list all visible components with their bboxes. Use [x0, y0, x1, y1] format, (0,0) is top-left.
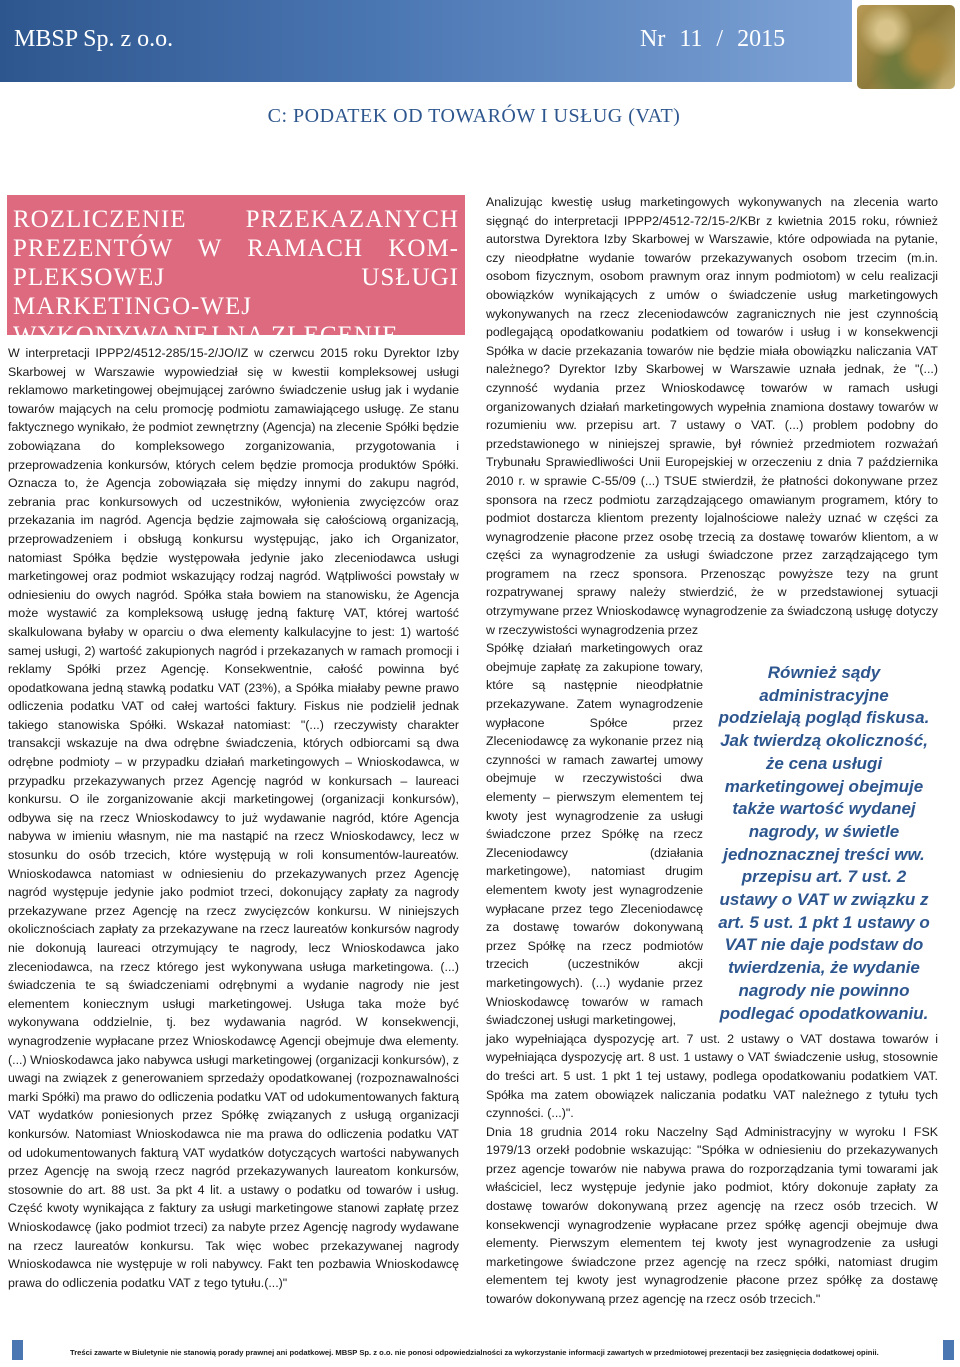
right-column-narrow-text: Spółkę działań marketingowych oraz obejmuje zapłatę za zakupione towary, które są następnie nieodpłatnie przekazywane. Zatem wynagrodzenie wypłacone Spółce przez Zleceniodawcę za wykonanie przez nią czynności w ramach zawartej umowy obejmuje w rzeczywistości dwa elementy – pierwszym elementem tej kwoty jest wynagrodzenie za usługi świadczone przez Spółkę na rzecz Zleceniodawcy (działania marketingowe), natomiast drugim elementem kwoty jest wynagrodzenie wypłacane przez tego Zleceniodawcę za dostawę towarów dokonywaną przez Spółkę na rzecz podmiotów trzecich (uczestników akcji marketingowych). (...) wydanie przez Wnioskodawcę towarów w ramach świadczonej usługi marketingowej, [486, 641, 703, 1028]
right-column-final-text: Dnia 18 grudnia 2014 roku Naczelny Sąd Administracyjny w wyroku I FSK 1979/13 orzekł podobnie wskazując: "Spółka w odniesieniu do przekazywanych przez agencje towarów nie nabywa prawa do rozporządzania tymi towarami jak właściciel, lecz występuje jedynie jako podmiot, który dokonuje zapłaty za dostawę towarów dokonywaną przez agencję na rzecz osób trzecich. W konsekwencji wynagrodzenie wypłacane przez spółkę agencji obejmuje dwa elementy. Pierwszym elementem tej kwoty jest wynagrodzenie za usługi marketingowe świadczone przez agencję na rzecz spółki, natomiast drugim elementem tej kwoty jest wynagrodzenie płacone przez spółkę za dostawę towarów dokonywaną przez agencję na rzecz osób trzecich." [486, 1124, 938, 1307]
article-title-box [7, 195, 465, 349]
footer-square-right [943, 1340, 954, 1360]
header-bar [0, 0, 852, 82]
issue-number: Nr 11 / 2015 [640, 26, 786, 52]
section-title: C: PODATEK OD TOWARÓW I USŁUG (VAT) [267, 105, 681, 127]
article-title: ROZLICZENIE PRZEKAZANYCH PREZENTÓW W RAMACH KOM-PLEKSOWEJ USŁUGI MARKETINGO-WEJ WYKONYWANEJ NA ZLECENIE [13, 206, 459, 349]
pull-quote-box [710, 662, 938, 1023]
left-column [8, 344, 459, 1292]
right-column-top-text: Analizując kwestię usług marketingowych wykonywanych na zlecenia warto sięgnąć do interpretacji IPPP2/4512-72/15-2/KBr z kwietnia 2015 roku, również autorstwa Dyrektora Izby Skarbowej w Warszawie, które odpowiada na pytanie, czy nieodpłatne wydanie towarów przekazywanych osobom trzecim (m.in. osobom fizycznym, osobom prawnym oraz innym podmiotom) w celu realizacji obowiązków wynikających z umów o świadczenie usług marketingowych wykonywanych na rzecz zleceniodawców zagranicznych nie jest czynnością podlegającą opodatkowaniu podatkiem od towarów i usług i w konsekwencji Spółka w dacie przekazania towarów nie będzie miała obowiązku naliczania VAT należnego? Dyrektor Izby Skarbowej w Warszawie uznała jednak, że "(...) czynność wydania przez Wnioskodawcę towarów w ramach usługi organizowanych działań marketingowych wypełnia znamiona dostawy towarów w rozumieniu ww. przepisu art. 7 ustawy o VAT. (...) problem podobny do przedstawionego w niniejszej sprawie, był również przedmiotem rozważań Trybunału Sprawiedliwości Unii Europejskiej w orzeczeniu z dnia 7 października 2010 r. w sprawie C-55/09 (...) TSUE stwierdził, że płatności dokonywane przez sponsora na rzecz podmiotu zarządzającego omawianym programem, który to podmiot dostarcza klientom prezenty lojalnościowe należy uznać w części za wynagrodzenie płacone przez osobę trzecią za dostawę towarów klientom, a w części za wynagrodzenie za usługi świadczone przez zarządzającego tym programem na rzecz sponsora. Przenosząc powyższe tezy na grunt rozpatrywanej sprawy należy stwierdzić, że w przedstawionej sytuacji otrzymywane przez Wnioskodawcę wynagrodzenie za świadczoną usługę dotyczy w rzeczywistości wynagrodzenia przez [486, 195, 938, 637]
header-photo [857, 5, 955, 89]
company-name: MBSP Sp. z o.o. [14, 26, 174, 52]
footer-square-left [12, 1340, 23, 1360]
footer-disclaimer: Treści zawarte w Biuletynie nie stanowią porady prawnej ani podatkowej. MBSP Sp. z o.o. nie ponosi odpowiedzialności za wykorzystanie informacji zawartych w przedmiotowej prezentacji bez zasięgnięcia dodatkowej opinii. [70, 1348, 879, 1357]
left-column-text: W interpretacji IPPP2/4512-285/15-2/JO/IZ w czerwcu 2015 roku Dyrektor Izby Skarbowej w Warszawie wypowiedział się w kwestii kompleksowej usługi reklamowo marketingowej obejmującej zarówno świadczenie usług jak i wydanie towarów mających na celu promocję podmiotu zamawiającego usługę. Ze stanu faktycznego wynikało, że podmiot zewnętrzny (Agencja) na zlecenie Spółki będzie zobowiązana do kompleksowego zorganizowania, przygotowania i przeprowadzenia konkursów, których celem będzie promocja produktów Spółki. Oznacza to, że Agencja zobowiązała się między innymi do zakupu nagród, zebrania prac konkursowych od uczestników, wyłonienia zwycięzców oraz przekazania im nagród. Agencja będzie zajmowała się całościową organizacją, przeprowadzeniem i obsługą konkursu występując, jako ich Organizator, natomiast Spółka będzie występowała jedynie jako zleceniodawca usługi marketingowej oraz podmiot wskazujący rodzaj nagród. Wątpliwości powstały w odniesieniu do owych nagród. Spółka stała bowiem na stanowisku, że Agencja może wystawić za kompleksową usługę jedną fakturę VAT, której wartość skalkulowana byłaby w oparciu o dwa elementy kalkulacyjne to jest: 1) wartość samej usługi, 2) wartość zakupionych nagród i przekazanych w ramach promocji i reklamy Spółki przez Agencję. Konsekwentnie, całość powinna być opodatkowana jedną stawką podatku VAT (23%), a Spółka miałaby pewne prawo odliczenia podatku VAT od całej wartości faktury. Fiskus nie podzielił jednak takiego stanowiska Spółki. Wskazał natomiast: "(...) rzeczywisty charakter transakcji wskazuje na dwa odrębne świadczenia, których odbiorcami są dwa odrębne podmioty – w przypadku działań marketingowych – Wnioskodawca, w przypadku przekazywanych przez Agencję nagród w konkursach – laureaci konkursu. O ile zorganizowanie akcji marketingowej (organizacji konkursów), odbywa się na rzecz Wnioskodawcy to już wydawanie nagród, które Agencja nabywa w imieniu własnym, nie ma nastąpić na rzecz Wnioskodawcy, lecz w stosunku do osób trzecich, które występują w roli konsumentów-laureatów. Wnioskodawca natomiast w odniesieniu do przekazywanych przez Agencję nagród występuje jedynie jako podmiot trzeci, dokonujący zapłaty za nagrody przekazywane przez Agencję na rzecz zwycięzców konkursu. W niniejszych okolicznościach zapłaty za przekazywane na rzecz laureatów konkursów nagrody nie dokonują laureaci otrzymujący te nagrody, lecz Wnioskodawca jako zleceniodawca, na rzecz którego jest wykonywana usługa marketingowa. (...) świadczenia te są świadczeniami odrębnymi a wydanie nagrody nie jest elementem koniecznym usługi marketingowej. Usługa taka może być wykonywana oddzielnie, tj. bez wydawania nagród. W konsekwencji, wynagrodzenie wypłacane przez Wnioskodawcę Agencji obejmuje dwa elementy. (...) Wnioskodawca jako nabywca usługi marketingowej (organizacji konkursów), z uwagi na związek z generowaniem sprzedaży opodatkowanej (rozpoznawalności marki Spółki) ma prawo do odliczenia podatku VAT od udokumentowanych fakturą VAT wydatków poniesionych przez Spółkę związanych z usługą organizacji konkursów. Natomiast Wnioskodawca nie ma prawa do odliczenia podatku VAT od udokumentowanych fakturą VAT wydatków dotyczących wartości nabywanych przez Agencję na swoją rzecz nagród przekazywanych laureatom konkursów, stosownie do art. 88 ust. 3a pkt 4 lit. a ustawy o podatku od towarów i usług. Część kwoty wynikająca z faktury za usługi marketingowe stanowi zapłatę przez Wnioskodawcę (jako podmiot trzeci) za nabyte przez Agencję nagrody wydawane na rzecz laureatów konkursu. Tak więc wobec przekazywanej nagrody Wnioskodawca nie występuje w roli nabywcy. Fakt ten pozbawia Wnioskodawcę prawa do odliczenia podatku VAT z tego tytułu.(...)" [8, 346, 459, 1290]
right-column-bottom-text: jako wypełniająca dyspozycję art. 7 ust. 2 ustawy o VAT dostawa towarów i wypełniająca dyspozycję art. 8 ust. 1 ustawy o VAT świadczenie usług, stosownie do treści art. 5 ust. 1 pkt 1 tej ustawy, podlega opodatkowaniu podatkiem VAT. Spółka ma zatem obowiązek naliczania podatku VAT należnego z tytułu tych czynności. (...)". [486, 1031, 938, 1121]
pull-quote: Również sądy administracyjne podzielają pogląd fiskusa. Jak twierdzą okoliczność, że cena usługi marketingowej obejmuje także wartość wydanej nagrody, w świetle jednoznacznej treści ww. przepisu art. 7 ust. 2 ustawy o VAT w związku z art. 5 ust. 1 pkt 1 ustawy o VAT nie daje podstaw do twierdzenia, że wydanie nagrody nie powinno podlegać opodatkowaniu. [718, 663, 930, 1023]
